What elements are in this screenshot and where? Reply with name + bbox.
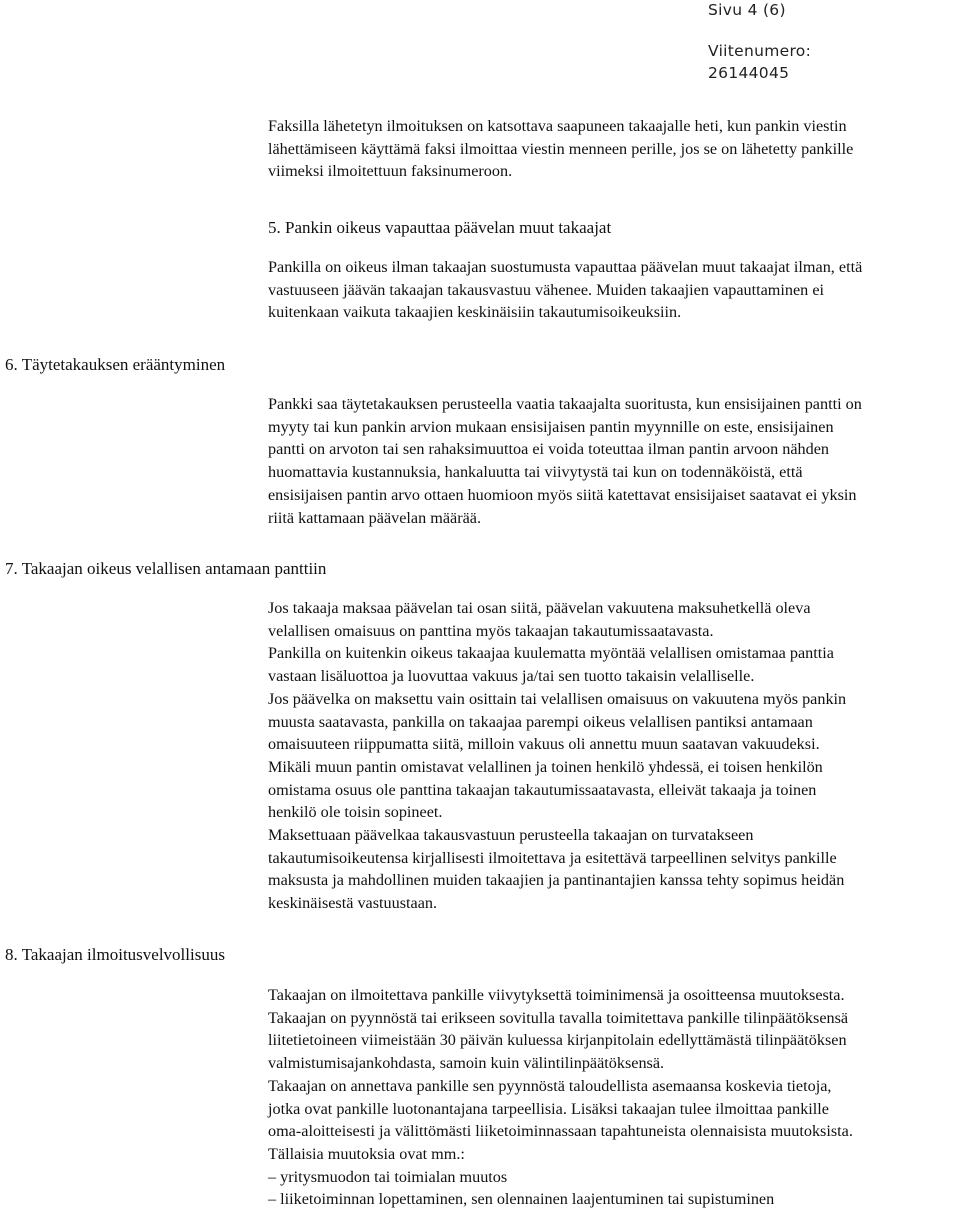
text-line: huomattavia kustannuksia, hankaluutta tai viivytystä tai kun on todennäköistä, että <box>268 463 803 482</box>
text-line: pantti on arvoton tai sen rahaksimuuttoa ei voida toteuttaa ilman pantin arvoon nähden <box>268 440 830 459</box>
text-line: Jos takaaja maksaa päävelan tai osan siitä, päävelan vakuutena maksuhetkellä oleva <box>268 599 811 617</box>
section-5-heading: 5. Pankin oikeus vapauttaa päävelan muut takaajat <box>268 218 612 237</box>
section-6-heading: 6. Täytetakauksen erääntyminen <box>5 355 226 374</box>
section-8-body <box>268 984 958 1211</box>
text-line: henkilö ole toisin sopineet. <box>268 803 443 822</box>
text-line: omaisuuteen riippumatta siitä, milloin vakuus oli annettu muun saatavan vakuudeksi. <box>268 735 820 754</box>
reference-label: Viitenumero: <box>708 42 812 60</box>
text-line: Pankilla on kuitenkin oikeus takaajaa kuulematta myöntää velallisen omistamaa panttia <box>268 644 834 663</box>
text-line: vastuuseen jäävän takaajan takausvastuu vähenee. Muiden takaajien vapauttaminen ei <box>268 280 824 299</box>
text-line: ensisijaisen pantin arvo ottaen huomioon myös siitä katettavat ensisijaiset saatavat ei yksin <box>268 485 857 504</box>
text-line: viimeksi ilmoitettuun faksinumeroon. <box>268 162 513 181</box>
text-line: takautumisoikeutensa kirjallisesti ilmoitettava ja esitettävä tarpeellinen selvitys pankille <box>268 848 837 867</box>
section-6-body <box>268 393 958 529</box>
reference-number: 26144045 <box>708 64 790 82</box>
text-line: Takaajan on annettava pankille sen pyynnöstä taloudellista asemaansa koskevia tietoja, <box>268 1076 832 1095</box>
text-line: myyty tai kun pankin arvion mukaan ensisijaisen pantin myynnille on este, ensisijainen <box>268 417 834 436</box>
text-line: Takaajan on pyynnöstä tai erikseen sovitulla tavalla toimitettava pankille tilinpäätöksensä <box>268 1008 849 1027</box>
text-line: muusta saatavasta, pankilla on takaajaa parempi oikeus velallisen pantiksi antamaan <box>268 712 813 731</box>
text-line: Pankilla on oikeus ilman takaajan suostumusta vapauttaa päävelan muut takaajat ilman, että <box>268 258 863 276</box>
list-item: – yritysmuodon tai toimialan muutos <box>268 1167 508 1186</box>
text-line: Takaajan on ilmoitettava pankille viivytyksettä toiminimensä ja osoitteensa muutoksesta. <box>268 986 845 1004</box>
text-line: Jos päävelka on maksettu vain osittain tai velallisen omaisuus on vakuutena myös pankin <box>268 689 847 708</box>
text-line: keskinäisestä vastuustaan. <box>268 894 438 913</box>
section-5-body <box>268 256 958 324</box>
page-number: Sivu 4 (6) <box>708 1 786 19</box>
text-line: valmistumisajankohdasta, samoin kuin välintilinpäätöksensä. <box>268 1054 665 1073</box>
intro-paragraph <box>268 115 958 183</box>
text-line: kuitenkaan vaikuta takaajien keskinäisiin takautumisoikeuksiin. <box>268 303 682 322</box>
text-line: velallisen omaisuus on panttina myös takaajan takautumissaatavasta. <box>268 621 714 640</box>
list-item: – liiketoiminnan lopettaminen, sen olennainen laajentuminen tai supistuminen <box>268 1190 775 1209</box>
text-line: vastaan lisäluottoa ja luovuttaa vakuus ja/tai sen tuotto takaisin velalliselle. <box>268 667 755 686</box>
section-7-body <box>268 597 958 915</box>
text-line: Pankki saa täytetakauksen perusteella vaatia takaajalta suoritusta, kun ensisijainen pantti on <box>268 395 862 413</box>
text-line: liitetietoineen viimeistään 30 päivän kuluessa kirjanpitolain edellyttämästä tilinpäätöksen <box>268 1031 847 1050</box>
text-line: maksusta ja mahdollinen muiden takaajien ja pantinantajien kanssa tehty sopimus heidän <box>268 871 845 890</box>
text-line: riitä kattamaan päävelan määrää. <box>268 508 482 527</box>
text-line: Tällaisia muutoksia ovat mm.: <box>268 1144 465 1163</box>
text-line: oma-aloitteisesti ja välittömästi liiketoiminnassaan tapahtuneista olennaisista muutoksista. <box>268 1122 853 1141</box>
text-line: omistama osuus ole panttina takaajan takautumissaatavasta, elleivät takaaja ja toinen <box>268 780 817 799</box>
section-7-heading: 7. Takaajan oikeus velallisen antamaan panttiin <box>5 559 327 578</box>
section-8-heading: 8. Takaajan ilmoitusvelvollisuus <box>5 945 225 964</box>
text-line: jotka ovat pankille luotonantajana tarpeellisia. Lisäksi takaajan tulee ilmoittaa pankille <box>268 1099 829 1118</box>
text-line: lähettämiseen käyttämä faksi ilmoittaa viestin menneen perille, jos se on lähetetty pankille <box>268 139 854 158</box>
text-line: Mikäli muun pantin omistavat velallinen ja toinen henkilö yhdessä, ei toisen henkilön <box>268 757 823 776</box>
text-line: Maksettuaan päävelkaa takausvastuun perusteella takaajan on turvatakseen <box>268 826 754 845</box>
text-line: Faksilla lähetetyn ilmoituksen on katsottava saapuneen takaajalle heti, kun pankin viestin <box>268 117 847 135</box>
